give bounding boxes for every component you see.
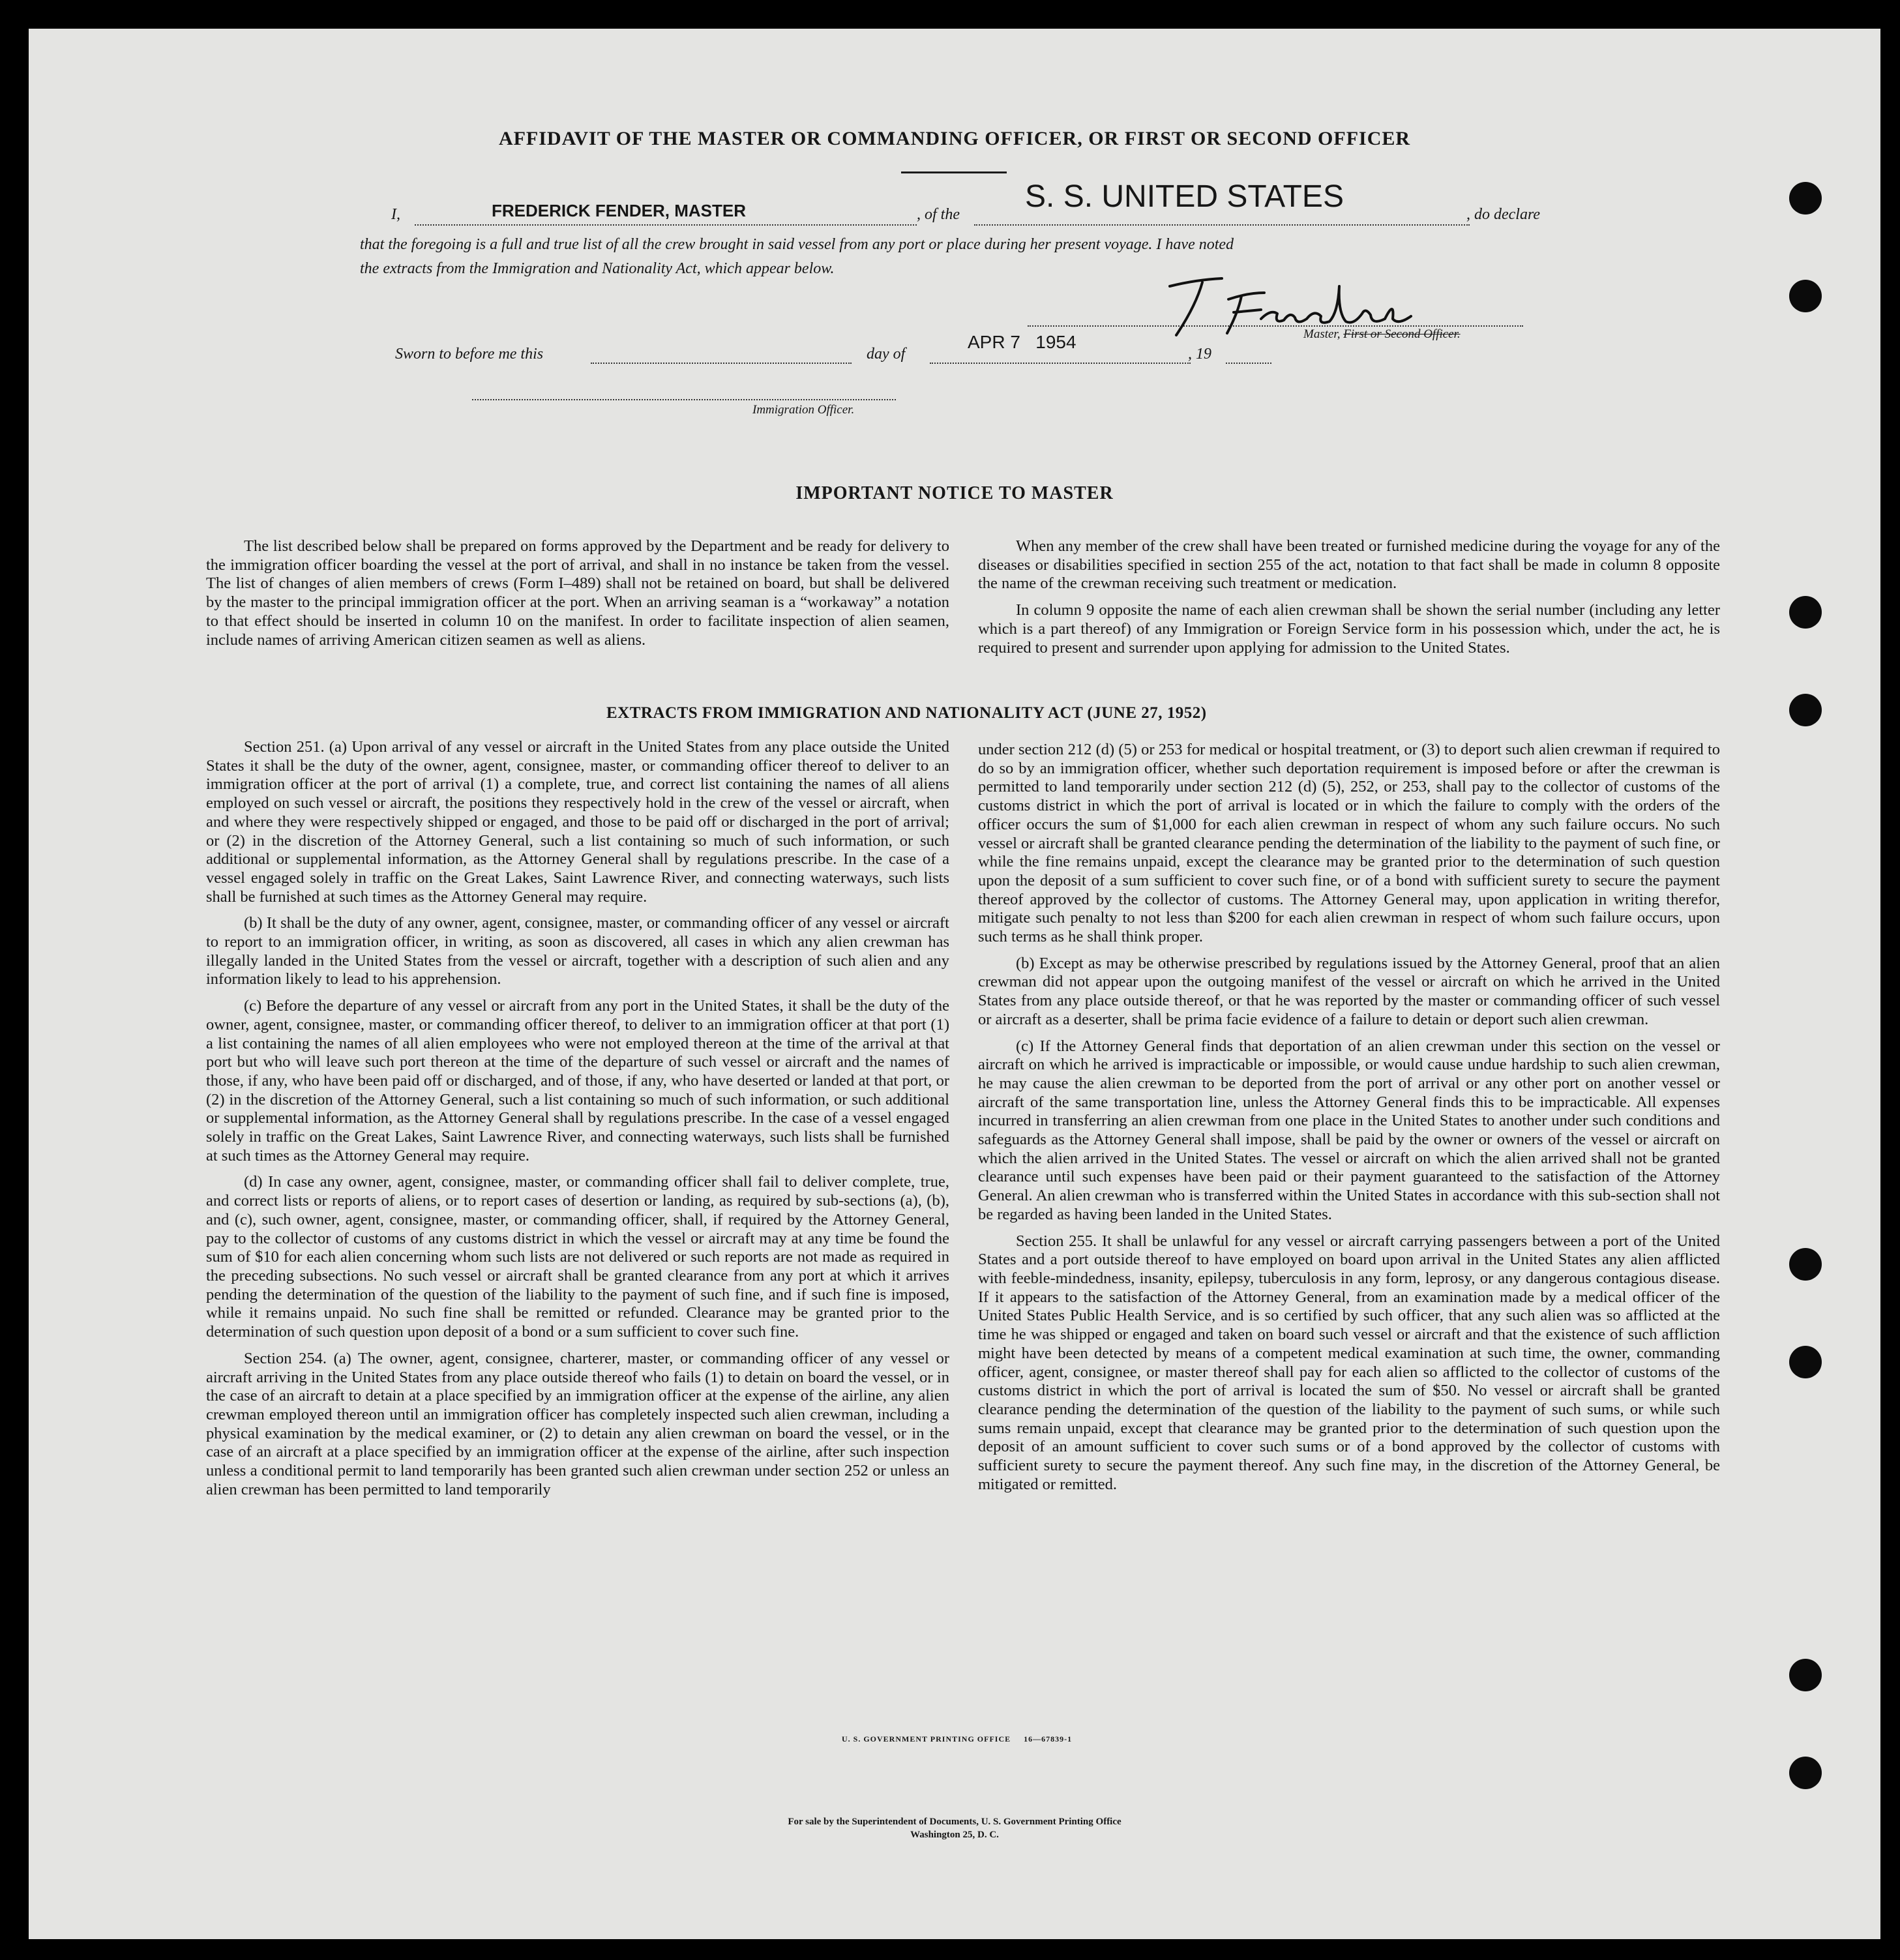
sale-line-1: For sale by the Superintendent of Documents, U. S. Government Printing Office — [788, 1817, 1121, 1827]
name-fill-line — [415, 224, 917, 226]
master-caption — [1303, 327, 1461, 342]
notice-paragraph: The list described below shall be prepared on forms approved by the Department and be ready for delivery to the immigration officer boarding the vessel at the port of arrival, and shall in no instance be taken from the vessel. The list of changes of alien members of crews (Form I–489) shall not be retained on board, but shall be delivered by the master to the principal immigration officer at the port. When an arriving seaman is a “workaway” a notation to that effect should be inserted in column 10 on the manifest. In order to facilitate inspection of alien seamen, include names of arriving American citizen seamen as well as aliens. — [206, 537, 949, 649]
statute-paragraph: Section 255. It shall be unlawful for any vessel or aircraft carrying passengers between a port of the United States and a port outside thereof to have employed on board upon arrival in the United States any alien afflicted with feeble-mindedness, insanity, epilepsy, tuberculosis in any form, leprosy, or any dangerous contagious disease. If it appears to the satisfaction of the Attorney General, from an examination made by a medical officer of the United States Public Health Service, and is so certified by such officer, that any such alien was so afflicted at the time he was shipped or engaged and taken on board such vessel or aircraft and that the existence of such affliction might have been detected by means of a competent medical examination at such time, the owner, commanding officer, agent, consignee, or master thereof shall pay for each alien so afflicted to the collector of customs of the customs district in which the port of arrival is located the sum of $50. No vessel or aircraft shall be granted clearance pending the determination of the question of the liability to the payment of such sums, or while such sums remain unpaid, except that clearance may be granted prior to the determination of such question upon the deposit of an amount sufficient to cover such sums or of a bond approved by the collector of customs with sufficient surety to secure the payment thereof. Any such fine may, in the discretion of the Attorney General, be mitigated or remitted. — [978, 1232, 1720, 1493]
binder-hole — [1789, 1248, 1822, 1281]
sworn-month-line — [930, 363, 1191, 364]
binder-hole — [1789, 1659, 1822, 1691]
statute-paragraph: Section 254. (a) The owner, agent, consignee, charterer, master, or commanding officer of any vessel or aircraft arriving in the United States from any place outside thereof who fails (1) to detain on board the vessel, or in the case of an aircraft to detain at a place specified by an immigration officer at the expense of the airline, any alien crewman employed thereon until an immigration officer has completely inspected such alien crewman, including a physical examination by the medical examiner, or (2) to detain any alien crewman on board the vessel, or in the case of an aircraft at a place specified by an immigration officer at the expense of the airline, after such inspection unless a conditional permit to land temporarily has been granted such alien crewman under section 252 or unless an alien crewman has been permitted to land temporarily — [206, 1349, 949, 1498]
document-page — [29, 29, 1880, 1939]
vessel-name: S. S. UNITED STATES — [1025, 179, 1344, 214]
extracts-right-column — [978, 741, 1720, 1502]
statute-paragraph: (c) Before the departure of any vessel or aircraft from any port in the United States, it shall be the duty of the owner, agent, consignee, master, or commanding officer thereof, to deliver to an immigration officer at that port (1) a list containing the names of all alien employees who were not employed thereon at the time of the arrival at that port but who will leave such port thereon at the time of the departure of such vessel or aircraft and the names of those, if any, who have been paid off or discharged, and of those, if any, who have deserted or landed at that port, or (2) in the discretion of the Attorney General, such a list containing so much of such information, or such additional or supplemental information, as the Attorney General shall by regulations prescribe. In the case of a vessel engaged solely in traffic on the Great Lakes, Saint Lawrence River, and connecting waterways, such lists shall be furnished at such times as the Attorney General may require. — [206, 997, 949, 1165]
of-the-label: , of the — [917, 206, 960, 223]
declaration-line-2: the extracts from the Immigration and Nationality Act, which appear below. — [360, 260, 835, 277]
vessel-fill-line — [974, 224, 1470, 226]
statute-paragraph: (b) Except as may be otherwise prescribed by regulations issued by the Attorney General, proof that an alien crewman did not appear upon the outgoing manifest of the vessel or aircraft on which he arrived in the United States from any place outside thereof, or that he was reported by the master or commanding officer of such vessel or aircraft as a deserter, shall be prima facie evidence of a failure to detain or deport such alien crewman. — [978, 954, 1720, 1028]
extracts-title: EXTRACTS FROM IMMIGRATION AND NATIONALITY ACT (JUNE 27, 1952) — [606, 704, 1207, 722]
extracts-left-column — [206, 738, 949, 1507]
binder-hole — [1789, 1346, 1822, 1378]
struck-caption: First or Second Officer. — [1343, 327, 1461, 341]
affidavit-title: AFFIDAVIT OF THE MASTER OR COMMANDING OFFICER, OR FIRST OR SECOND OFFICER — [498, 128, 1411, 149]
master-name: FREDERICK FENDER, MASTER — [492, 201, 747, 220]
statute-paragraph: (c) If the Attorney General finds that deportation of an alien crewman under this section on the vessel or aircraft on which he arrived is impracticable or impossible, or would cause undue hardship to such alien crewman, he may cause the alien crewman to be deported from the port of arrival or any other port on another vessel or aircraft of the same transportation line, unless the Attorney General finds this to be impracticable. All expenses incurred in transferring an alien crewman from one place in the United States to another under such conditions and safeguards as the Attorney General shall impose, shall be paid by the owner or owners of the vessel or aircraft on which the alien arrived in the United States. The vessel or aircraft on which the alien arrived shall not be granted clearance until such expenses have been paid or their payment guaranteed to the satisfaction of the Attorney General. An alien crewman who is transferred within the United States in accordance with this sub-section shall not be regarded as having been landed in the United States. — [978, 1037, 1720, 1223]
statute-paragraph: Section 251. (a) Upon arrival of any vessel or aircraft in the United States from any place outside the United States it shall be the duty of the owner, agent, consignee, master, or commanding officer thereof to deliver to an immigration officer at the port of arrival (1) a complete, true, and correct list containing the names of all aliens employed on such vessel or aircraft, the positions they respectively hold in the crew of the vessel or aircraft, when and where they were respectively shipped or engaged, and those to be paid off or discharged in the port of arrival; or (2) in the discretion of the Attorney General, such a list containing so much of such information, or such additional or supplemental information, as the Attorney General shall by regulations prescribe. In the case of a vessel engaged solely in traffic on the Great Lakes, Saint Lawrence River, and connecting waterways, such lists shall be furnished at such times as the Attorney General may require. — [206, 738, 949, 906]
date-stamp: APR 7 1954 — [968, 332, 1076, 352]
day-of-label: day of — [867, 346, 906, 363]
declaration-line-1: that the foregoing is a full and true list of all the crew brought in said vessel from any port or place during her present voyage. I have noted — [360, 236, 1234, 253]
statute-paragraph: (b) It shall be the duty of any owner, agent, consignee, master, or commanding officer of any vessel or aircraft to report to an immigration officer, in writing, as soon as discovered, all cases in which any alien crewman has illegally landed in the United States from the vessel or aircraft, together with a description of such alien and any information likely to lead to his apprehension. — [206, 914, 949, 988]
do-declare-label: , do declare — [1466, 206, 1541, 223]
gpo-code: U. S. GOVERNMENT PRINTING OFFICE 16—67839-1 — [842, 1734, 1073, 1744]
year-line — [1226, 363, 1271, 364]
master-caption-label: Master, — [1303, 327, 1341, 341]
statute-paragraph: (d) In case any owner, agent, consignee, master, or commanding officer shall fail to deliver complete, true, and correct lists or reports of aliens, or to report cases of desertion or landing, as required by sub-sections (a), (b), and (c), such owner, agent, consignee, master, or commanding officer, shall, if required by the Attorney General, pay to the collector of customs of any customs district in which the vessel or aircraft may at any time be found the sum of $10 for each alien concerning whom such lists are not delivered or such reports are not made as required in the preceding subsections. No such vessel or aircraft shall be granted clearance from any port at which it arrives pending the determination of the question of the liability to the payment of such fine, and if such fine is imposed, while it remains unpaid. No such fine shall be remitted or refunded. Clearance may be granted prior to the determination of such question upon deposit of a bond or a sum sufficient to cover such fine. — [206, 1173, 949, 1341]
sworn-label: Sworn to before me this — [395, 346, 544, 363]
year-prefix: , 19 — [1188, 346, 1211, 363]
statute-paragraph: under section 212 (d) (5) or 253 for medical or hospital treatment, or (3) to deport such alien crewman if required to do so by an immigration officer, whether such deportation requirement is imposed before or after the crewman is permitted to land temporarily under section 212 (d) (5), 252, or 253, shall pay to the collector of customs of the customs district in which the port of arrival is located or in which the failure to comply with the orders of the officer occurs the sum of $1,000 for each alien crewman in respect of whom any such failure occurs. No such vessel or aircraft shall be granted clearance pending the determination of the liability to the payment of such fine, or while the fine remains unpaid, except the clearance may be granted prior to the determination of such question upon the deposit of a sum sufficient to cover such fine, or of a bond with sufficient surety to secure the payment thereof approved by the collector of customs. The Attorney General may, upon application in writing therefor, mitigate such penalty to not less than $200 for each alien crewman in respect of whom such failure occurs, upon such terms as he shall think proper. — [978, 741, 1720, 946]
notice-left-column — [206, 537, 949, 657]
binder-hole — [1789, 596, 1822, 629]
notice-title: IMPORTANT NOTICE TO MASTER — [795, 483, 1114, 503]
sale-line-2: Washington 25, D. C. — [910, 1830, 999, 1840]
binder-hole — [1789, 694, 1822, 726]
binder-hole — [1789, 1757, 1822, 1789]
sale-notice — [29, 1815, 1880, 1841]
sworn-day-line — [591, 363, 852, 364]
notice-paragraph: When any member of the crew shall have been treated or furnished medicine during the voyage for any of the diseases or disabilities specified in section 255 of the act, notation to that fact shall be made in column 8 opposite the name of the crewman receiving such treatment or medication. — [978, 537, 1720, 593]
immigration-officer-line — [472, 399, 896, 400]
immigration-officer-caption: Immigration Officer. — [752, 403, 855, 417]
title-rule — [901, 171, 1007, 173]
notice-right-column — [978, 537, 1720, 665]
intro-i: I, — [391, 206, 400, 223]
notice-paragraph: In column 9 opposite the name of each alien crewman shall be shown the serial number (including any letter which is a part thereof) of any Immigration or Foreign Service form in his possession which, under the act, he is required to present and surrender upon applying for admission to the United States. — [978, 601, 1720, 657]
binder-hole — [1789, 280, 1822, 312]
binder-hole — [1789, 182, 1822, 215]
